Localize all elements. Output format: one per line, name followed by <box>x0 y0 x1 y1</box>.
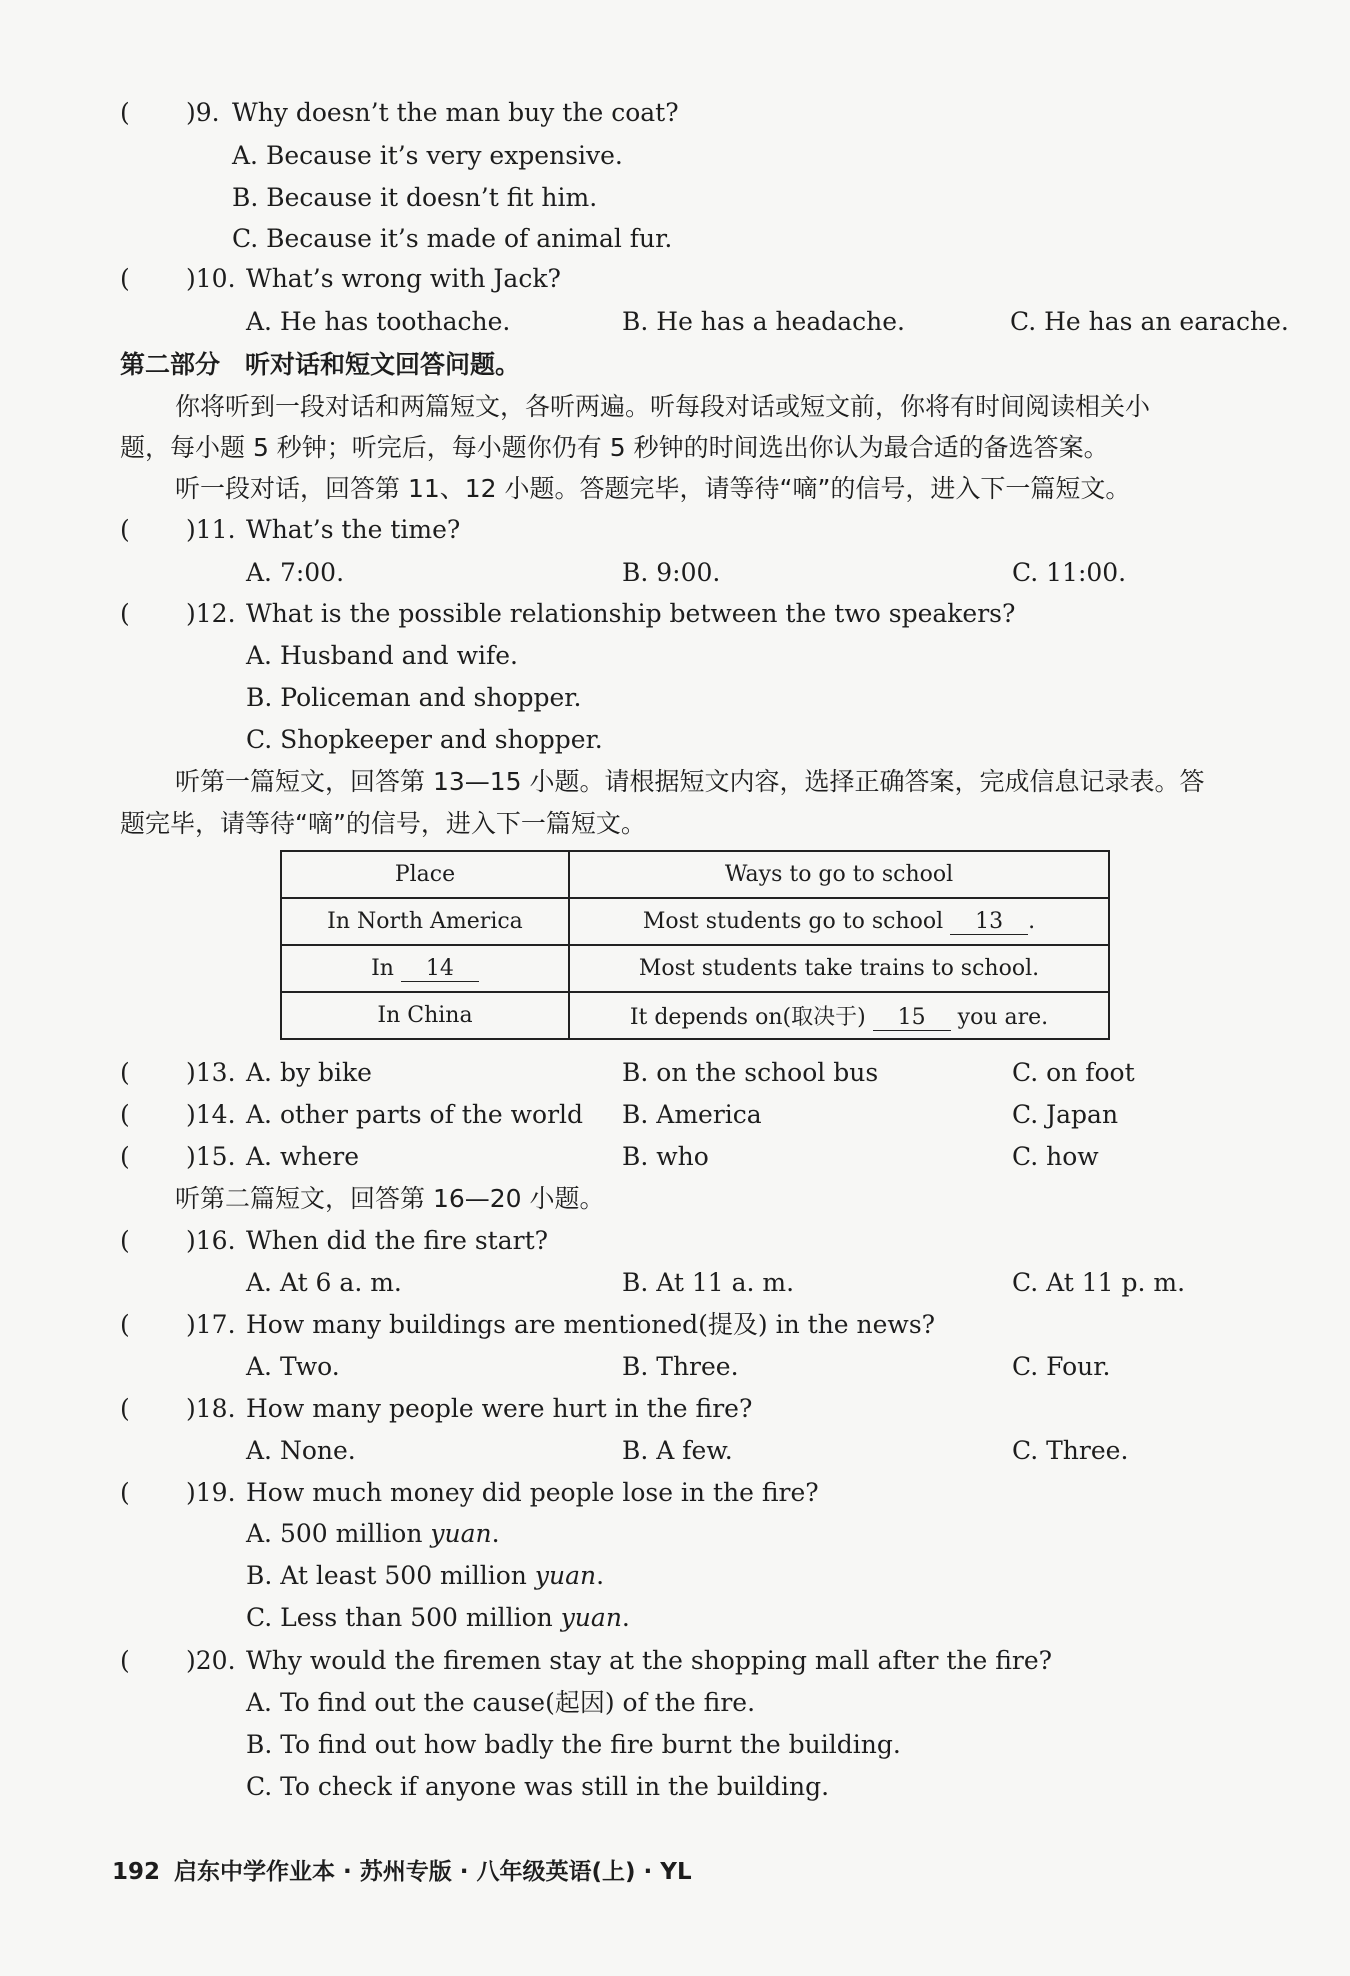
table-header-ways: Ways to go to school <box>569 851 1109 898</box>
question-text: How many buildings are mentioned(提及) in the news? <box>246 1310 936 1339</box>
option-a: A. Two. <box>246 1352 340 1381</box>
question-text: How many people were hurt in the fire? <box>246 1394 753 1423</box>
option-a: A. To find out the cause(起因) of the fire. <box>246 1688 756 1717</box>
option-b: B. He has a headache. <box>622 307 905 336</box>
answer-bracket[interactable]: ( <box>120 1394 130 1423</box>
answer-bracket[interactable]: ( <box>120 1478 130 1507</box>
option-c: C. 11:00. <box>1012 558 1127 587</box>
option-text: A. 500 million <box>246 1519 431 1548</box>
option-c: C. how <box>1012 1142 1099 1171</box>
option-b: B. America <box>622 1100 762 1129</box>
answer-bracket[interactable]: ( <box>120 1100 130 1129</box>
blank-14[interactable]: 14 <box>401 956 479 982</box>
blank-15[interactable]: 15 <box>873 1005 951 1031</box>
passage1-instructions-2: 题完毕，请等待“嘀”的信号，进入下一篇短文。 <box>120 809 646 838</box>
question-number: )18. <box>186 1394 236 1423</box>
option-b: B. who <box>622 1142 709 1171</box>
question-number: )15. <box>186 1142 236 1171</box>
option-a: A. other parts of the world <box>246 1100 584 1129</box>
cell-text: Most students go to school <box>642 908 951 934</box>
cell-text: . <box>1028 908 1036 934</box>
question-text: How much money did people lose in the fire? <box>246 1478 819 1507</box>
cell-text: you are. <box>950 1005 1049 1030</box>
answer-bracket[interactable]: ( <box>120 515 130 544</box>
question-number: )16. <box>186 1226 236 1255</box>
table-cell-ways <box>569 992 1109 1039</box>
instructions-line-1: 你将听到一段对话和两篇短文，各听两遍。听每段对话或短文前，你将有时间阅读相关小 <box>175 392 1151 421</box>
blank-13[interactable]: 13 <box>950 909 1028 935</box>
dialog-instructions: 听一段对话，回答第 11、12 小题。答题完毕，请等待“嘀”的信号，进入下一篇短文。 <box>175 474 1131 503</box>
option-c: C. Four. <box>1012 1352 1111 1381</box>
currency-yuan: yuan <box>560 1603 622 1632</box>
answer-bracket[interactable]: ( <box>120 264 130 293</box>
period: . <box>596 1561 605 1590</box>
option-c: C. To check if anyone was still in the building. <box>246 1772 830 1801</box>
table-cell-ways <box>569 898 1109 945</box>
option-c: C. He has an earache. <box>1010 307 1289 336</box>
cell-text: In <box>371 955 401 981</box>
period: . <box>491 1519 500 1548</box>
option-c: C. Japan <box>1012 1100 1119 1129</box>
option-a: A. None. <box>246 1436 356 1465</box>
answer-bracket[interactable]: ( <box>120 98 130 127</box>
option-b: B. Three. <box>622 1352 739 1381</box>
section-heading: 第二部分 听对话和短文回答问题。 <box>120 350 521 379</box>
option-text: B. At least 500 million <box>246 1561 535 1590</box>
option-b: B. At 11 a. m. <box>622 1268 795 1297</box>
option-b: B. Because it doesn’t fit him. <box>232 183 598 212</box>
period: . <box>621 1603 630 1632</box>
table-header-place: Place <box>281 851 569 898</box>
question-text: What’s the time? <box>246 515 461 544</box>
currency-yuan: yuan <box>430 1519 492 1548</box>
question-number: )9. <box>186 98 220 127</box>
answer-bracket[interactable]: ( <box>120 1142 130 1171</box>
option-a: A. Husband and wife. <box>246 641 518 670</box>
option-a: A. by bike <box>246 1058 372 1087</box>
option-a: A. 7:00. <box>246 558 345 587</box>
question-text: When did the fire start? <box>246 1226 549 1255</box>
table-row <box>281 945 1109 992</box>
currency-yuan: yuan <box>534 1561 597 1590</box>
question-number: )14. <box>186 1100 236 1129</box>
question-text: Why would the firemen stay at the shopping mall after the fire? <box>246 1646 1053 1675</box>
option-c: C. Shopkeeper and shopper. <box>246 725 603 754</box>
table-header-row <box>281 851 1109 898</box>
option-b: B. To find out how badly the fire burnt the building. <box>246 1730 901 1759</box>
option-b: B. A few. <box>622 1436 733 1465</box>
option-b: B. 9:00. <box>622 558 721 587</box>
option-c: C. Three. <box>1012 1436 1129 1465</box>
option-c: C. At 11 p. m. <box>1012 1268 1186 1297</box>
option-text: C. Less than 500 million <box>246 1603 561 1632</box>
question-text: What is the possible relationship between the two speakers? <box>246 599 1016 628</box>
option-b: B. Policeman and shopper. <box>246 683 582 712</box>
question-text: What’s wrong with Jack? <box>246 264 561 293</box>
option-c <box>246 1601 630 1635</box>
table-cell-place: In China <box>281 992 569 1039</box>
question-number: )20. <box>186 1646 236 1675</box>
option-c: C. Because it’s made of animal fur. <box>232 224 673 253</box>
option-a: A. At 6 a. m. <box>246 1268 402 1297</box>
option-b: B. on the school bus <box>622 1058 879 1087</box>
cell-text: It depends on(取决于) <box>629 1005 873 1030</box>
option-b <box>246 1559 604 1593</box>
info-record-table <box>280 850 1110 1040</box>
question-number: )12. <box>186 599 236 628</box>
option-a: A. where <box>246 1142 359 1171</box>
table-cell-place: In North America <box>281 898 569 945</box>
answer-bracket[interactable]: ( <box>120 1058 130 1087</box>
passage2-instructions: 听第二篇短文，回答第 16—20 小题。 <box>175 1184 605 1213</box>
passage1-instructions-1: 听第一篇短文，回答第 13—15 小题。请根据短文内容，选择正确答案，完成信息记录表。答 <box>175 767 1205 796</box>
answer-bracket[interactable]: ( <box>120 1226 130 1255</box>
table-cell-place <box>281 945 569 992</box>
question-number: )19. <box>186 1478 236 1507</box>
table-cell-ways: Most students take trains to school. <box>569 945 1109 992</box>
question-number: )17. <box>186 1310 236 1339</box>
page-number: 192 <box>112 1859 161 1885</box>
question-number: )10. <box>186 264 236 293</box>
option-c: C. on foot <box>1012 1058 1135 1087</box>
answer-bracket[interactable]: ( <box>120 599 130 628</box>
table-row <box>281 992 1109 1039</box>
answer-bracket[interactable]: ( <box>120 1310 130 1339</box>
instructions-line-2: 题，每小题 5 秒钟；听完后，每小题你仍有 5 秒钟的时间选出你认为最合适的备选答案。 <box>120 433 1109 462</box>
option-a: A. He has toothache. <box>246 307 511 336</box>
question-number: )13. <box>186 1058 236 1087</box>
question-text: Why doesn’t the man buy the coat? <box>232 98 679 127</box>
book-title: 启东中学作业本 · 苏州专版 · 八年级英语(上) · YL <box>174 1859 692 1885</box>
option-a <box>246 1517 500 1551</box>
table-row <box>281 898 1109 945</box>
answer-bracket[interactable]: ( <box>120 1646 130 1675</box>
question-number: )11. <box>186 515 236 544</box>
option-a: A. Because it’s very expensive. <box>232 141 623 170</box>
page-footer <box>112 1853 692 1886</box>
